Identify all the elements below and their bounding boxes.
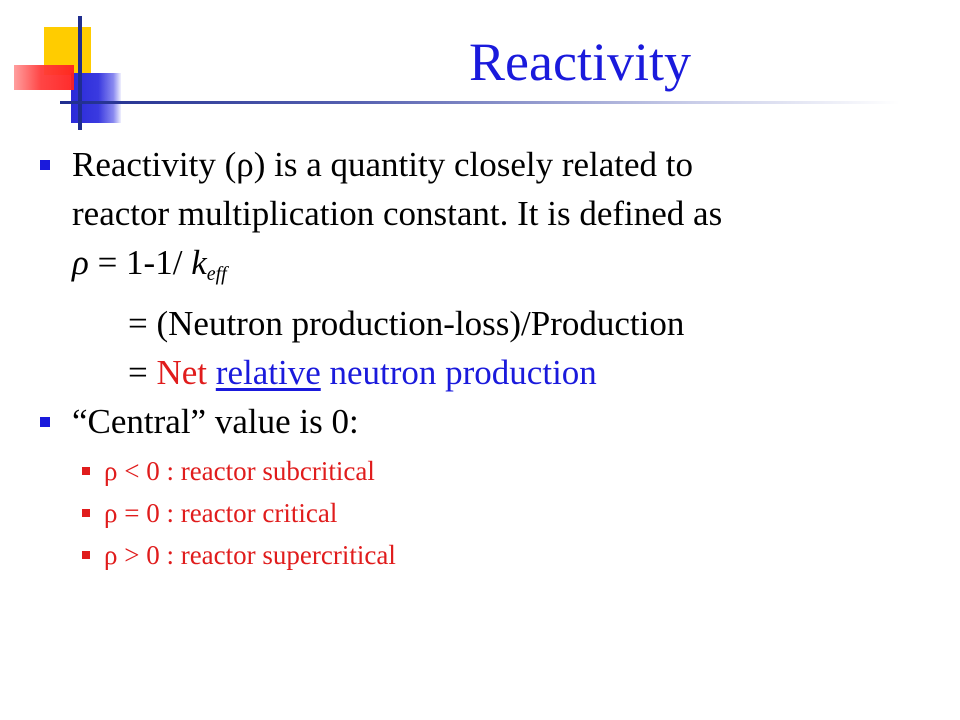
slide-title: Reactivity — [469, 32, 691, 92]
vertical-rule — [78, 16, 82, 130]
bullet-central-value — [40, 397, 920, 446]
neutron-production-text: neutron production — [320, 353, 597, 392]
rho-symbol: ρ — [72, 243, 89, 282]
bullet-square-icon — [40, 417, 50, 427]
case-critical: ρ = 0 : reactor critical — [104, 498, 338, 528]
list-item — [82, 450, 920, 492]
formula-subscript: eff — [206, 263, 227, 285]
definition-line-3 — [72, 243, 227, 285]
formula-eq: = 1-1/ — [88, 243, 192, 282]
list-item — [82, 492, 920, 534]
net-word: Net — [156, 353, 216, 392]
list-item — [82, 534, 920, 576]
definition-line-2: reactor multiplication constant. It is defined as — [72, 194, 723, 233]
bullet-square-icon — [40, 160, 50, 170]
bullet-square-icon — [82, 509, 90, 517]
decorative-logo — [0, 0, 140, 140]
bullet-definition — [40, 140, 920, 397]
line5-eq: = — [128, 353, 157, 392]
bullet-square-icon — [82, 551, 90, 559]
case-supercritical: ρ > 0 : reactor supercritical — [104, 540, 396, 570]
definition-line-4: = (Neutron production-loss)/Production — [128, 304, 685, 343]
relative-word: relative — [215, 353, 321, 392]
case-subcritical: ρ < 0 : reactor subcritical — [104, 456, 375, 486]
central-value-text: “Central” value is 0: — [72, 402, 359, 441]
bullet-square-icon — [82, 467, 90, 475]
slide-content — [40, 140, 920, 576]
formula-k: k — [191, 243, 207, 282]
title-underline — [60, 101, 900, 104]
definition-line-5 — [72, 348, 920, 397]
definition-line-1: Reactivity (ρ) is a quantity closely related to — [72, 145, 694, 184]
reactivity-cases-list — [82, 450, 920, 576]
red-bar — [14, 65, 74, 90]
